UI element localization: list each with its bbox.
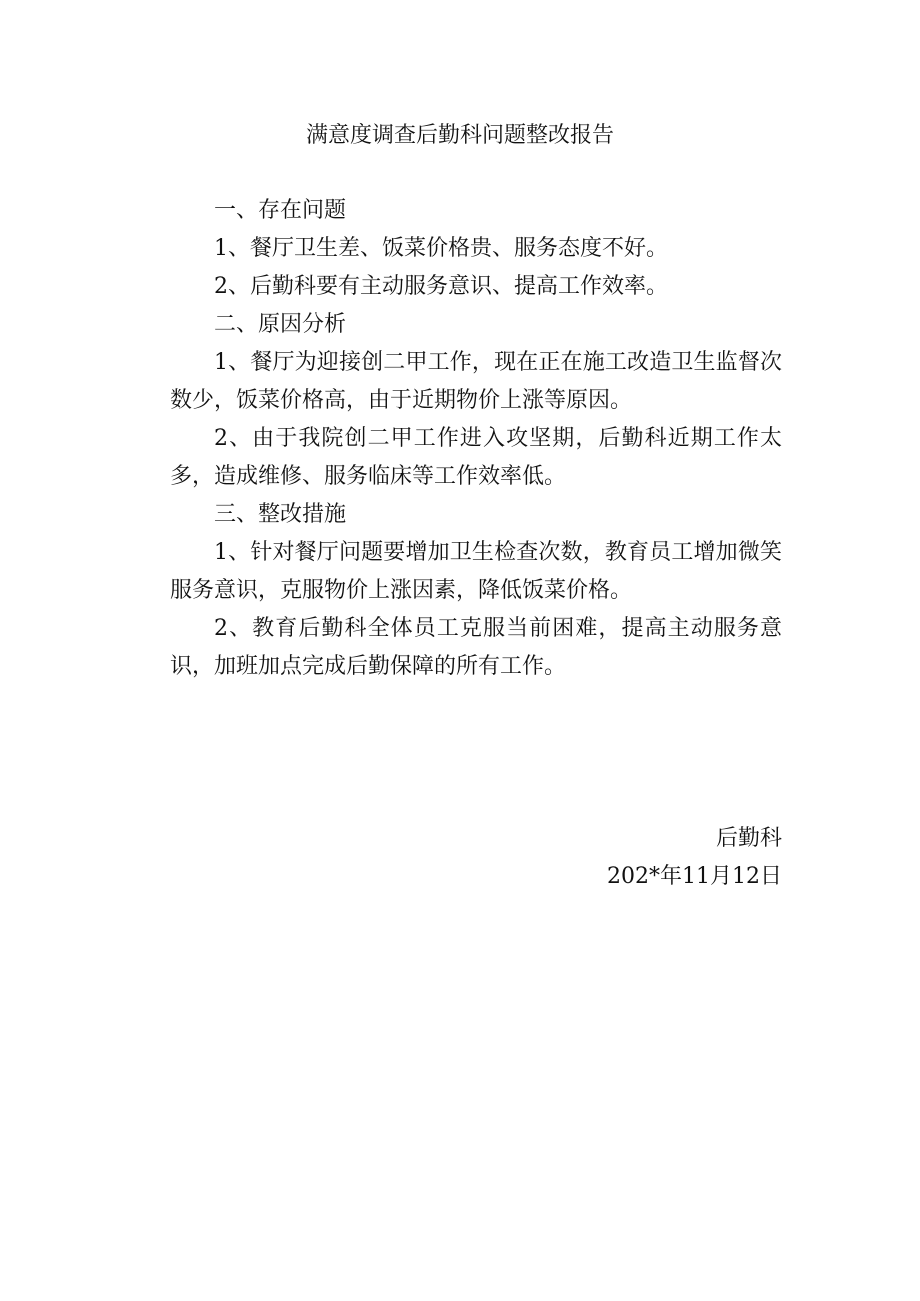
paragraph-measure-1: 1、针对餐厅问题要增加卫生检查次数，教育员工增加微笑服务意识，克服物价上涨因素，降低饭菜价格。 bbox=[170, 540, 782, 603]
section-heading-measures: 三、整改措施 bbox=[214, 502, 347, 527]
paragraph-problem-1: 1、餐厅卫生差、饭菜价格贵、服务态度不好。 bbox=[214, 236, 668, 261]
paragraph-cause-2: 2、由于我院创二甲工作进入攻坚期，后勤科近期工作太多，造成维修、服务临床等工作效率低。 bbox=[170, 426, 782, 489]
section-heading-problems: 一、存在问题 bbox=[214, 198, 347, 223]
signature-date: 202*年11月12日 bbox=[607, 864, 782, 889]
paragraph-cause-1: 1、餐厅为迎接创二甲工作，现在正在施工改造卫生监督次数少，饭菜价格高，由于近期物价上涨等原因。 bbox=[170, 350, 782, 413]
paragraph-measure-2: 2、教育后勤科全体员工克服当前困难，提高主动服务意识，加班加点完成后勤保障的所有工作。 bbox=[170, 616, 782, 679]
signature-department: 后勤科 bbox=[715, 826, 782, 851]
section-heading-causes: 二、原因分析 bbox=[214, 312, 347, 337]
paragraph-problem-2: 2、后勤科要有主动服务意识、提高工作效率。 bbox=[214, 274, 668, 299]
signature-block bbox=[500, 820, 782, 896]
document-title: 满意度调查后勤科问题整改报告 bbox=[305, 123, 614, 148]
document-body bbox=[170, 192, 782, 686]
